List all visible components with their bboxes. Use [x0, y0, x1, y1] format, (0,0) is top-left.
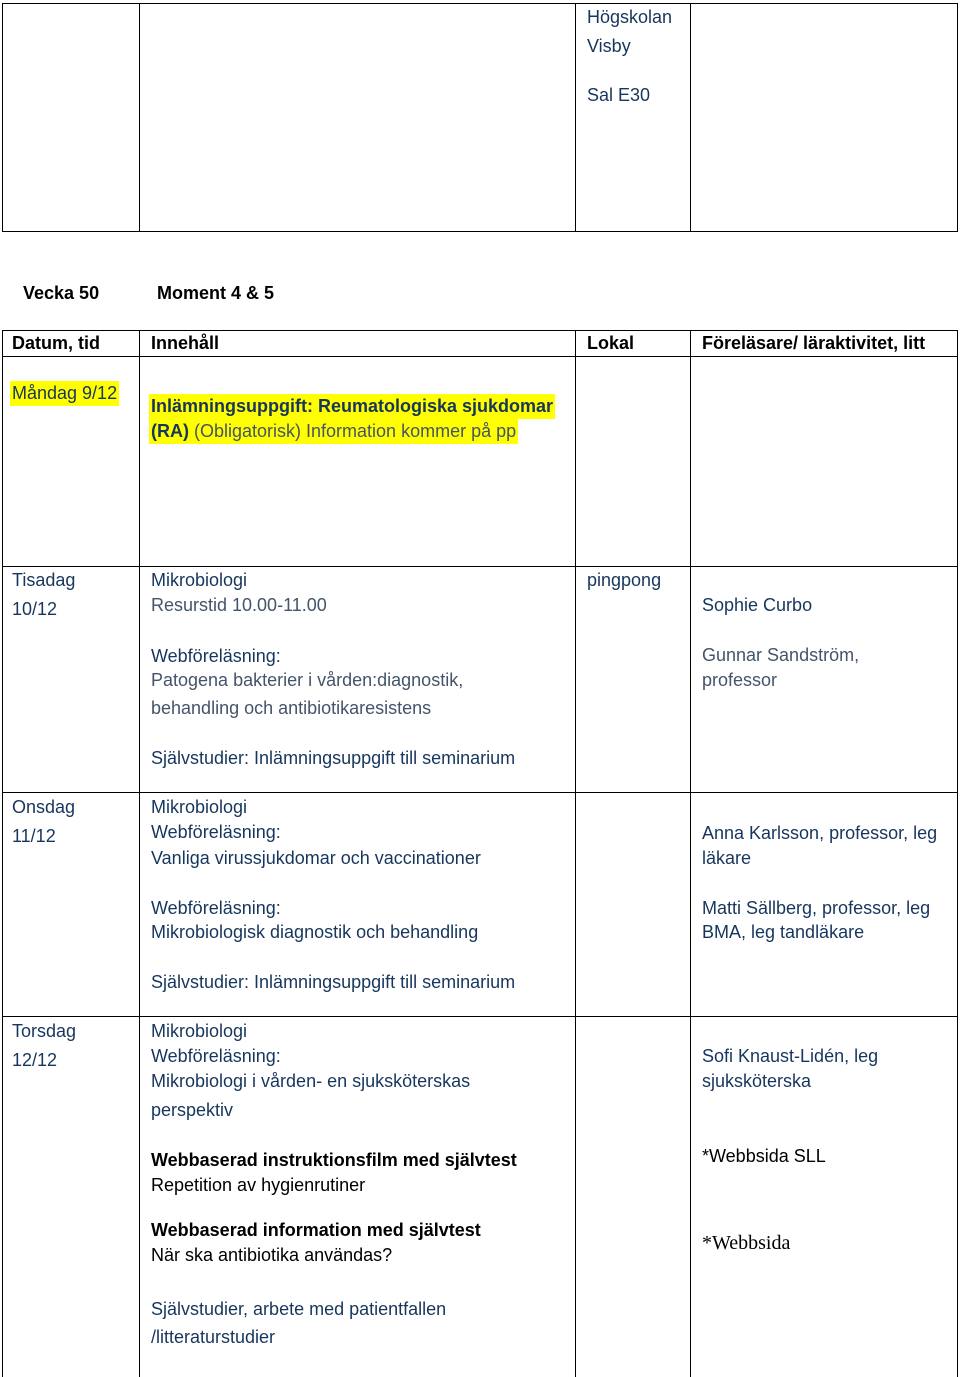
web-lecture-title: Mikrobiologisk diagnostik och behandling: [151, 922, 479, 942]
self-study-note: Självstudier: Inlämningsuppgift till seminarium: [151, 748, 516, 768]
resource-time: Resurstid 10.00-11.00: [151, 595, 327, 615]
lecturer-title: professor: [702, 670, 778, 690]
monday-room-cell: [575, 356, 691, 567]
thursday-lecturer-cell: [690, 1016, 958, 1377]
day-label-monday: [10, 381, 119, 406]
highlighted-day: Måndag 9/12: [10, 381, 119, 406]
thursday-content-cell: [139, 1016, 576, 1377]
thursday-date-cell: [2, 1016, 140, 1377]
web-lecture-label: Webföreläsning:: [151, 822, 281, 842]
lecturer-name: Sophie Curbo: [702, 595, 813, 615]
self-study-note: Självstudier: Inlämningsuppgift till seminarium: [151, 972, 516, 992]
website-reference-sll: *Webbsida SLL: [702, 1146, 826, 1166]
course-name: Mikrobiologi: [151, 570, 248, 590]
lecturer-name: Gunnar Sandström,: [702, 645, 860, 665]
lecturer-name: Anna Karlsson, professor, leg: [702, 823, 938, 843]
web-lecture-title-line2: perspektiv: [151, 1100, 234, 1120]
web-lecture-title-line1: Patogena bakterier i vården:diagnostik,: [151, 670, 464, 690]
day-label-thursday: Torsdag: [12, 1021, 77, 1041]
header-cell-date: [2, 330, 140, 357]
web-lecture-label: Webföreläsning:: [151, 1046, 281, 1066]
assignment-title: Inlämningsuppgift: Reumatologiska sjukdomar: [149, 394, 555, 419]
course-name: Mikrobiologi: [151, 797, 248, 817]
instruction-film-topic: Repetition av hygienrutiner: [151, 1175, 366, 1195]
column-header-content: Innehåll: [151, 333, 220, 353]
column-header-room: Lokal: [587, 333, 635, 353]
monday-content-cell: [139, 356, 576, 567]
wednesday-date-cell: [2, 792, 140, 1017]
self-study-note-line1: Självstudier, arbete med patientfallen: [151, 1299, 447, 1319]
room-label: pingpong: [587, 570, 662, 590]
top-table-cell-1: [2, 3, 140, 232]
lecturer-name: Sofi Knaust-Lidén, leg: [702, 1046, 879, 1066]
monday-date-cell: [2, 356, 140, 567]
web-lecture-title: Vanliga virussjukdomar och vaccinationer: [151, 848, 481, 868]
header-cell-room: [575, 330, 691, 357]
assignment-note: (Obligatorisk) Information kommer på pp: [189, 419, 518, 444]
wednesday-lecturer-cell: [690, 792, 958, 1017]
date-label-tuesday: 10/12: [12, 599, 58, 619]
web-lecture-label: Webföreläsning:: [151, 646, 281, 666]
assignment-code: (RA): [149, 419, 189, 444]
institution-name-line1: Högskolan: [587, 7, 673, 27]
institution-name-line2: Visby: [587, 36, 631, 56]
web-lecture-label: Webföreläsning:: [151, 898, 281, 918]
column-header-date: Datum, tid: [12, 333, 100, 353]
room-name: Sal E30: [587, 85, 651, 105]
day-label-wednesday: Onsdag: [12, 797, 76, 817]
web-lecture-title-line1: Mikrobiologi i vården- en sjuksköterskas: [151, 1071, 471, 1091]
lecturer-title: BMA, leg tandläkare: [702, 922, 865, 942]
thursday-room-cell: [575, 1016, 691, 1377]
website-reference: *Webbsida: [702, 1232, 791, 1254]
wednesday-content-cell: [139, 792, 576, 1017]
assignment-line-2: [149, 419, 518, 444]
top-table-cell-2: [139, 3, 576, 232]
tuesday-content-cell: [139, 566, 576, 793]
self-study-note-line2: /litteraturstudier: [151, 1327, 276, 1347]
instruction-film-heading: Webbaserad instruktionsfilm med självtest: [151, 1150, 517, 1170]
week-label: Vecka 50: [23, 283, 100, 303]
lecturer-name: Matti Sällberg, professor, leg: [702, 898, 931, 918]
tuesday-date-cell: [2, 566, 140, 793]
monday-lecturer-cell: [690, 356, 958, 567]
moment-label: Moment 4 & 5: [157, 283, 275, 303]
location-cell: [575, 3, 691, 232]
header-cell-content: [139, 330, 576, 357]
day-label-tuesday: Tisadag: [12, 570, 76, 590]
top-table-cell-4: [690, 3, 958, 232]
tuesday-room-cell: [575, 566, 691, 793]
web-information-topic: När ska antibiotika användas?: [151, 1245, 393, 1265]
lecturer-title: sjuksköterska: [702, 1071, 812, 1091]
wednesday-room-cell: [575, 792, 691, 1017]
course-name: Mikrobiologi: [151, 1021, 248, 1041]
tuesday-lecturer-cell: [690, 566, 958, 793]
date-label-thursday: 12/12: [12, 1050, 58, 1070]
web-lecture-title-line2: behandling och antibiotikaresistens: [151, 698, 432, 718]
lecturer-title: läkare: [702, 848, 752, 868]
column-header-lecturer: Föreläsare/ läraktivitet, litt: [702, 333, 926, 353]
web-information-heading: Webbaserad information med självtest: [151, 1220, 481, 1240]
header-cell-lecturer: [690, 330, 958, 357]
date-label-wednesday: 11/12: [12, 826, 56, 846]
assignment-line-1: [149, 394, 555, 419]
